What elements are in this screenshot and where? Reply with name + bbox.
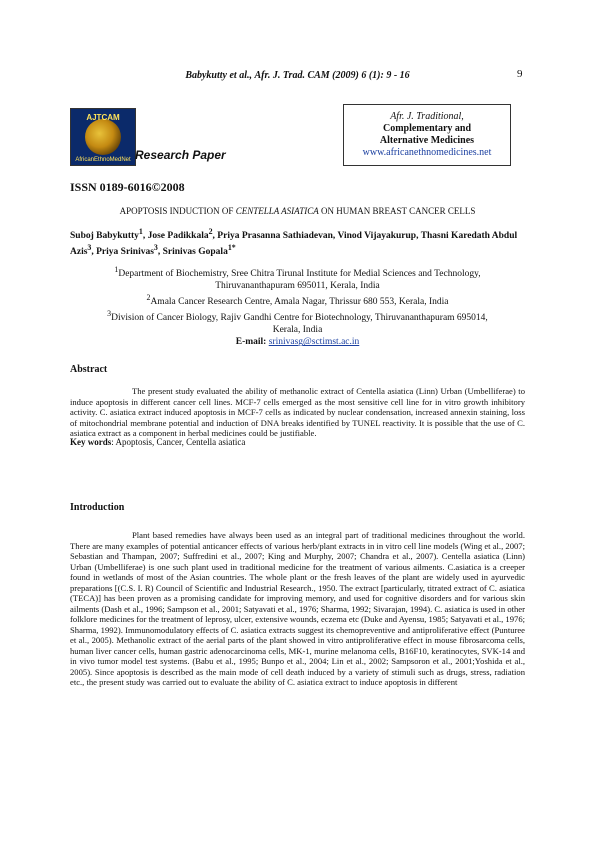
- journal-box-line1: Afr. J. Traditional,: [390, 111, 464, 122]
- title-part2: ON HUMAN BREAST CANCER CELLS: [318, 206, 476, 216]
- title-part1: APOPTOSIS INDUCTION OF: [119, 206, 236, 216]
- title-italic: CENTELLA ASIATICA: [235, 206, 319, 216]
- page-number: 9: [517, 68, 523, 80]
- author-affiliation-sup: 1*: [227, 243, 236, 253]
- journal-box: [343, 104, 511, 166]
- keywords-text: : Apoptosis, Cancer, Centella asiatica: [111, 437, 246, 447]
- author-name: Suboj Babykutty: [70, 231, 139, 242]
- issn: ISSN 0189-6016©2008: [70, 180, 185, 194]
- author-affiliation-sup: 3: [153, 243, 158, 253]
- author-affiliation-sup: 3: [87, 243, 92, 253]
- author-name: Srinivas Gopala: [162, 247, 228, 258]
- journal-box-line3: Alternative Medicines: [379, 135, 475, 146]
- paper-type: Research Paper: [135, 148, 226, 162]
- affiliation-3: $^3$Division of Cancer Biology, Rajiv Gandhi Centre for Biotechnology, Thiruvananthapuram 695014,: [107, 309, 488, 324]
- affiliation-1: $^1$Department of Biochemistry, Sree Chitra Tirunal Institute for Medial Sciences and Technology,: [114, 265, 481, 280]
- introduction-heading: Introduction: [70, 502, 125, 513]
- email-label: E-mail:: [235, 337, 269, 348]
- running-head-journal: Afr. J. Trad. CAM (2009) 6 (1): 9 - 16: [254, 70, 410, 81]
- affiliation-2: $^2$Amala Cancer Research Centre, Amala Nagar, Thrissur 680 553, Kerala, India: [146, 293, 449, 308]
- globe-icon: [85, 119, 121, 155]
- running-head-authors: Babykutty et al.,: [185, 70, 252, 81]
- author-affiliation-sup: 1: [138, 227, 143, 236]
- author-name: Thasni Karedath Abdul Azis: [70, 231, 518, 258]
- abstract-text: The present study evaluated the ability of methanolic extract of Centella asiatica (Linn) Urban (Umbelliferae) to induce apoptosis in different cancer cell lines. MCF-7 cells emerged as the most sensitive cell line for in vitro growth inhibitory activity. C. asiatica extract induced apoptosis in MCF-7 cells as indicated by nuclear condensation, increased annexin staining, loss of mitochondrial membrane potential and induction of DNA breaks identified by TUNEL reactivity. It is possible that the use of C. asiatica extract as a component in herbal medicines could be justifiable.: [70, 386, 525, 438]
- article-title: [0, 206, 595, 216]
- journal-url-link[interactable]: www.africanethnomedicines.net: [362, 147, 492, 158]
- author-name: Jose Padikkala: [147, 231, 209, 242]
- author-name: Priya Prasanna Sathiadevan: [217, 231, 333, 242]
- abstract-body: [70, 386, 525, 439]
- affiliation-3-line2: Kerala, India: [272, 325, 323, 336]
- keywords-label: Key words: [70, 437, 112, 447]
- author-list: Suboj Babykutty$^1$, Jose Padikkala$^2$, Priya Prasanna Sathiadevan, Vinod Vijayakurup, Thasni Karedath Abdul Azis$^3$, Priya Srinivas$^3$, Srinivas Gopala$^{1*}$: [70, 227, 518, 258]
- author-affiliation-sup: 2: [208, 227, 213, 236]
- logo-bottom-text: AfricanEthnoMedNet: [75, 157, 131, 163]
- affiliation-1-line2: Thiruvananthapuram 695011, Kerala, India: [215, 281, 380, 292]
- author-name: Priya Srinivas: [96, 247, 154, 258]
- logo-top-text: AJTCAM: [86, 113, 120, 122]
- email-link[interactable]: srinivasg@sctimst.ac.in: [268, 337, 360, 348]
- introduction-body: [70, 530, 525, 688]
- running-head: [0, 70, 595, 81]
- author-name: Vinod Vijayakurup: [337, 231, 417, 242]
- keywords: [70, 437, 245, 447]
- abstract-heading: Abstract: [70, 364, 108, 375]
- affiliations: [70, 264, 525, 348]
- introduction-text: Plant based remedies have always been used as an integral part of traditional medicines throughout the world. There are many examples of potential anticancer effects of various herb/plant extracts in in vitro cell line models (Wing et al., 2007; Sebastian and Thampan, 2007; Suffredini et al., 2007; King and Murphy, 2007; Chandra et al., 2007). Centella asiatica (Linn) Urban (Umbelliferae) is one such plant used in traditional medicine for the treatment of various ailments. C.asiatica is a creeper found in wetlands of most of the Asian countries. The whole plant or the fresh leaves of the plant are widely used in ayurvedic preparations [(C.S. I. R) Council of Scientific and Industrial Research., 1950. The extract [particularly, titrated extract of C. asiatica (TECA)] has been proven as a promising candidate for improving memory, and used for cognitive disorders and for various skin ailments (Dash et al., 1996; Sampson et al., 2001; Satyavati et al., 1976; Sharma, 1992; Sivarajan, 1994). C. asiatica is used in other folklore medicines for the treatment of leprosy, ulcer, extensive wounds, eczema etc (Duke and Ayensu, 1985; Satyavati et al., 1976; Sharma, 1992). Immunomodulatory effects of C. asiatica extracts suggest its chemopreventive and antiproliferative effect (Punturee et al., 2005). Methanolic extract of the aerial parts of the plant showed in vitro antiproliferative effect in mouse fibrosarcoma cells, human liver cancer cells, human gastric adenocarcinoma cells, MK-1, murine melanoma cells, B16F10, keratinocytes, SVK-14 and in vivo tumor model test systems. (Babu et al., 1995; Bunpo et al., 2004; Lin et al., 2002; Sampsoron et al., 2001;Yoshida et al., 2005). Since apoptosis is described as the main mode of cell death induced by a variety of stimuli such as drugs, stress, radiation etc., the present study was carried out to evaluate the ability of C. asiatica extract to induce apoptosis in different: [70, 530, 525, 687]
- email-line: [70, 336, 525, 348]
- journal-logo: [70, 108, 136, 166]
- journal-box-line2: Complementary and: [382, 123, 472, 134]
